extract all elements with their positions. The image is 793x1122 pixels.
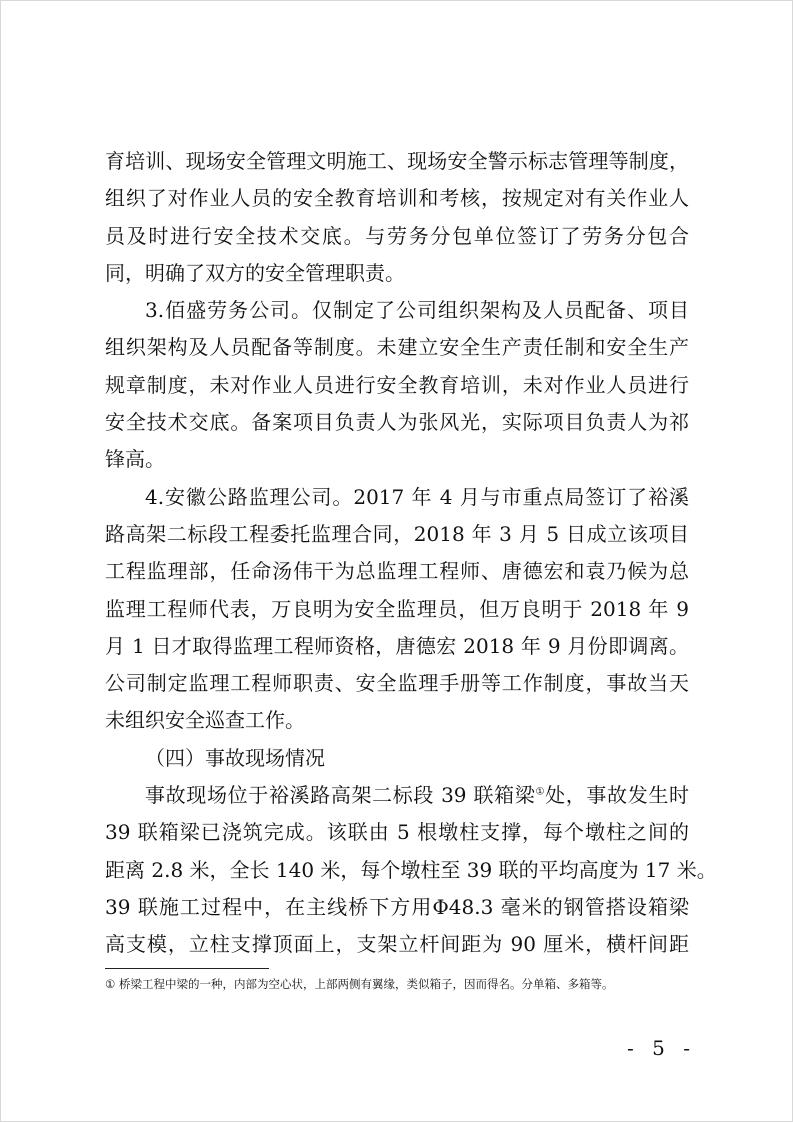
text-line: 组织了对作业人员的安全教育培训和考核，按规定对有关作业人: [105, 186, 689, 211]
text-line: 3.佰盛劳务公司。仅制定了公司组织架构及人员配备、项目: [145, 298, 689, 323]
body-text: [105, 143, 717, 964]
text-line: 规章制度，未对作业人员进行安全教育培训，未对作业人员进行: [105, 372, 689, 397]
text-run: 事故现场位于裕溪路高架二标段 39 联箱梁: [145, 783, 536, 808]
text-line: 月 1 日才取得监理工程师资格，唐德宏 2018 年 9 月份即调离。: [105, 633, 689, 658]
text-line: 安全技术交底。备案项目负责人为张风光，实际项目负责人为祁: [105, 410, 689, 435]
text-line: 同，明确了双方的安全管理职责。: [105, 260, 405, 285]
text-line: 未组织安全巡查工作。: [105, 708, 305, 733]
text-line: 公司制定监理工程师职责、安全监理手册等工作制度，事故当天: [105, 671, 689, 696]
text-line: 锋高。: [105, 447, 165, 472]
text-line: 39 联箱梁已浇筑完成。该联由 5 根墩柱支撑，每个墩柱之间的: [105, 820, 689, 845]
text-line: 组织架构及人员配备等制度。未建立安全生产责任制和安全生产: [105, 335, 689, 360]
footnote-marker[interactable]: ①: [535, 786, 546, 798]
text-line: 员及时进行安全技术交底。与劳务分包单位签订了劳务分包合: [105, 223, 689, 248]
footnote-divider: [105, 968, 269, 969]
text-line: 距离 2.8 米，全长 140 米，每个墩柱至 39 联的平均高度为 17 米。: [105, 857, 717, 882]
footnote: ① 桥梁工程中梁的一种，内部为空心状，上部两侧有翼缘，类似箱子，因而得名。分单箱、多箱等。: [105, 977, 614, 991]
text-line: 高支模，立柱支撑顶面上，支架立杆间距为 90 厘米，横杆间距: [105, 932, 689, 957]
text-line: 路高架二标段工程委托监理合同，2018 年 3 月 5 日成立该项目: [105, 521, 689, 546]
text-run: 处，事故发生时: [545, 783, 689, 808]
section-heading: （四）事故现场情况: [145, 745, 325, 770]
text-line: [105, 777, 689, 814]
text-line: 4.安徽公路监理公司。2017 年 4 月与市重点局签订了裕溪: [145, 484, 689, 509]
page-number: - 5 -: [627, 1036, 696, 1060]
text-line: 监理工程师代表，万良明为安全监理员，但万良明于 2018 年 9: [105, 596, 689, 621]
text-line: 工程监理部，任命汤伟干为总监理工程师、唐德宏和袁乃候为总: [105, 559, 689, 584]
text-line: 39 联施工过程中，在主线桥下方用Φ48.3 毫米的钢管搭设箱梁: [105, 894, 689, 919]
text-line: 育培训、现场安全管理文明施工、现场安全警示标志管理等制度，: [105, 149, 689, 173]
